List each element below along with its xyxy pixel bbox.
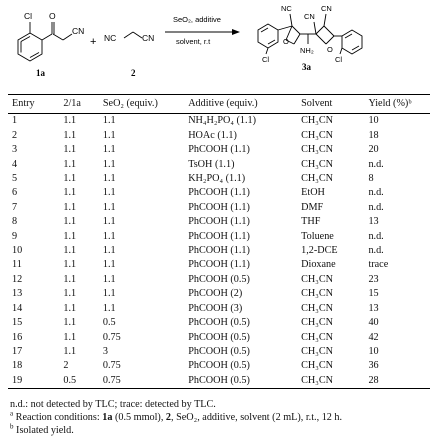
header-additive: Additive (equiv.) — [184, 95, 297, 114]
cell-yield: 10 — [368, 115, 379, 127]
cell-ratio: 0.5 — [59, 374, 99, 389]
cell-entry: 2 — [12, 129, 18, 141]
cell-ratio: 1.1 — [63, 288, 77, 300]
cell-entry: 11 — [12, 259, 22, 271]
table-row — [8, 114, 430, 129]
atom-cl-1a: Cl — [24, 11, 33, 21]
cell-ratio: 1.1 — [63, 302, 77, 314]
table-row — [8, 186, 430, 200]
atom-o-3a-1: O — [283, 37, 289, 46]
cell-entry: 17 — [12, 345, 23, 357]
cell-entry: 3 — [12, 144, 18, 156]
table-row — [8, 273, 430, 287]
cell-yield: n.d. — [368, 230, 384, 242]
cell-solvent: CH₃CN — [301, 288, 333, 300]
cell-additive: PhCOOH (0.5) — [188, 317, 250, 329]
cell-seo2: 1.1 — [102, 158, 116, 170]
header-seo2: SeO₂ (equiv.) — [99, 95, 184, 114]
cell-yield: 10 — [368, 345, 379, 357]
cell-additive: PhCOOH (1.1) — [188, 245, 250, 257]
reaction-scheme — [0, 0, 436, 100]
cell-ratio: 1.1 — [63, 201, 77, 213]
cell-ratio: 1.1 — [63, 273, 77, 285]
cell-solvent: CH₃CN — [301, 331, 333, 343]
optimization-table — [8, 94, 430, 389]
cell-ratio: 1.1 — [63, 331, 77, 343]
cell-solvent: EtOH — [301, 187, 325, 199]
table-row — [8, 129, 430, 143]
table-row — [8, 230, 430, 244]
cell-ratio: 1.1 — [63, 144, 77, 156]
cell-additive: PhCOOH (3) — [188, 302, 243, 314]
cell-yield: 13 — [368, 302, 379, 314]
cell-yield: 42 — [368, 331, 379, 343]
footnote-b — [10, 424, 430, 437]
footnote-a-bold: 1a — [102, 412, 113, 424]
atom-nc-3a: NC — [281, 4, 292, 13]
label-1a: 1a — [36, 68, 45, 78]
cell-seo2: 1.1 — [102, 115, 116, 127]
cell-solvent: CH₃CN — [297, 374, 364, 389]
table-row — [8, 359, 430, 373]
cell-yield: 8 — [368, 173, 374, 185]
cell-solvent: DMF — [301, 201, 324, 213]
cell-yield: n.d. — [368, 245, 384, 257]
cell-seo2: 0.5 — [102, 317, 116, 329]
cell-seo2: 1.1 — [102, 187, 116, 199]
cell-seo2: 1.1 — [102, 288, 116, 300]
cell-entry: 5 — [12, 173, 18, 185]
cell-additive: PhCOOH (1.1) — [188, 230, 250, 242]
table-row — [8, 316, 430, 330]
cell-solvent: CH₃CN — [301, 173, 333, 185]
cell-seo2: 0.75 — [102, 360, 121, 372]
atom-cn-1a: CN — [72, 26, 85, 36]
cell-yield: 28 — [364, 374, 430, 389]
table-row — [8, 244, 430, 258]
cell-additive: KH₂PO₄ (1.1) — [188, 173, 246, 185]
cell-entry: 1 — [12, 115, 18, 127]
cell-ratio: 1.1 — [63, 173, 77, 185]
cell-entry: 4 — [12, 158, 18, 170]
cell-additive: PhCOOH (0.5) — [188, 360, 250, 372]
cell-entry: 8 — [12, 216, 18, 228]
cell-yield: 36 — [368, 360, 379, 372]
cell-solvent: CH₃CN — [301, 345, 333, 357]
table-body — [8, 114, 430, 389]
cell-additive: PhCOOH (0.5) — [188, 345, 250, 357]
cell-yield: 40 — [368, 317, 379, 329]
cell-seo2: 1.1 — [102, 144, 116, 156]
footnote-a-mark: a — [10, 409, 14, 418]
cell-seo2: 3 — [102, 345, 108, 357]
cell-entry: 12 — [12, 273, 23, 285]
table-row — [8, 302, 430, 316]
table-row — [8, 158, 430, 172]
cell-entry: 15 — [12, 317, 23, 329]
footnote-a — [10, 411, 430, 424]
cell-yield: 18 — [368, 129, 379, 141]
cell-solvent: 1,2-DCE — [301, 245, 338, 257]
cell-yield: trace — [368, 259, 389, 271]
cell-solvent: CH₃CN — [301, 129, 333, 141]
cell-additive: PhCOOH (1.1) — [188, 187, 250, 199]
table-row — [8, 258, 430, 272]
footnote-b-mark: b — [10, 423, 14, 432]
label-3a: 3a — [302, 62, 311, 72]
atom-cn-3a-1: CN — [304, 12, 315, 21]
cell-additive: PhCOOH (0.5) — [184, 374, 297, 389]
cell-entry: 19 — [8, 374, 59, 389]
table-footnotes — [10, 398, 430, 438]
cell-solvent: CH₃CN — [301, 273, 333, 285]
cell-entry: 7 — [12, 201, 18, 213]
cell-yield: 20 — [368, 144, 379, 156]
atom-cl-3a-1: Cl — [262, 55, 270, 64]
atom-nc-2: NC — [104, 33, 117, 43]
header-solvent: Solvent — [297, 95, 364, 114]
cell-additive: PhCOOH (1.1) — [188, 259, 250, 271]
cell-solvent: CH₃CN — [301, 317, 333, 329]
cell-entry: 16 — [12, 331, 23, 343]
cell-additive: NH₄H₂PO₄ (1.1) — [188, 115, 257, 127]
cell-seo2: 1.1 — [102, 216, 116, 228]
cell-ratio: 1.1 — [63, 129, 77, 141]
cell-yield: n.d. — [368, 158, 384, 170]
cell-additive: PhCOOH (0.5) — [188, 331, 250, 343]
table-row — [8, 287, 430, 301]
table-row — [8, 345, 430, 359]
plus-sign: + — [90, 36, 97, 48]
cell-additive: HOAc (1.1) — [188, 129, 237, 141]
cell-additive: PhCOOH (1.1) — [188, 201, 250, 213]
cell-seo2: 1.1 — [102, 273, 116, 285]
cell-ratio: 1.1 — [63, 158, 77, 170]
cell-ratio: 1.1 — [63, 345, 77, 357]
cell-ratio: 1.1 — [63, 230, 77, 242]
cell-additive: PhCOOH (1.1) — [188, 144, 250, 156]
cell-seo2: 1.1 — [102, 245, 116, 257]
cell-seo2: 1.1 — [102, 230, 116, 242]
arrow-conditions-top: SeO₂, additive — [173, 15, 221, 24]
label-2: 2 — [131, 68, 136, 78]
cell-solvent: CH₃CN — [301, 144, 333, 156]
atom-o-3a-2: O — [327, 45, 333, 54]
cell-entry: 14 — [12, 302, 23, 314]
header-yield: Yield (%)ᵇ — [364, 95, 430, 114]
atom-nh2-3a: NH₂ — [300, 46, 314, 55]
cell-seo2: 0.75 — [102, 331, 121, 343]
table-row — [8, 201, 430, 215]
cell-seo2: 1.1 — [102, 259, 116, 271]
footnote-a-bold-2: 2 — [165, 412, 172, 424]
footnote-a-text-2: (0.5 mmol), — [112, 412, 166, 424]
cell-additive: TsOH (1.1) — [188, 158, 235, 170]
cell-yield: 23 — [368, 273, 379, 285]
cell-seo2: 1.1 — [102, 129, 116, 141]
cell-yield: n.d. — [368, 187, 384, 199]
cell-entry: 10 — [12, 245, 23, 257]
cell-seo2: 1.1 — [102, 302, 116, 314]
atom-cn-3a-2: CN — [321, 4, 332, 13]
cell-ratio: 1.1 — [63, 216, 77, 228]
reaction-arrow — [165, 29, 240, 35]
cell-ratio: 1.1 — [63, 317, 77, 329]
cell-yield: 15 — [368, 288, 379, 300]
atom-o-1a: O — [49, 11, 56, 21]
reactant-1a — [18, 22, 72, 61]
cell-solvent: CH₃CN — [301, 360, 333, 372]
cell-entry: 13 — [12, 288, 23, 300]
cell-ratio: 1.1 — [63, 259, 77, 271]
table-row — [8, 331, 430, 345]
atom-cn-2: CN — [142, 33, 155, 43]
cell-seo2: 0.75 — [99, 374, 184, 389]
cell-entry: 18 — [12, 360, 23, 372]
table-row — [8, 172, 430, 186]
cell-yield: n.d. — [368, 201, 384, 213]
cell-ratio: 1.1 — [63, 115, 77, 127]
header-entry: Entry — [8, 95, 59, 114]
reactant-2 — [124, 32, 142, 38]
cell-additive: PhCOOH (1.1) — [188, 216, 250, 228]
arrow-conditions-bottom: solvent, r.t — [176, 37, 211, 46]
table-header-row — [8, 95, 430, 114]
cell-additive: PhCOOH (0.5) — [188, 273, 250, 285]
cell-ratio: 2 — [63, 360, 69, 372]
cell-solvent: CH₃CN — [301, 158, 333, 170]
footnote-a-text-1: Reaction conditions: — [13, 412, 103, 424]
table-row — [8, 215, 430, 229]
header-ratio: 2/1a — [59, 95, 99, 114]
cell-additive: PhCOOH (2) — [188, 288, 243, 300]
cell-ratio: 1.1 — [63, 245, 77, 257]
table-row — [8, 143, 430, 157]
cell-yield: 13 — [368, 216, 379, 228]
footnote-nd: n.d.: not detected by TLC; trace: detected by TLC. — [10, 399, 216, 410]
cell-seo2: 1.1 — [102, 173, 116, 185]
table-row — [8, 374, 430, 389]
cell-entry: 6 — [12, 187, 18, 199]
cell-solvent: Dioxane — [301, 259, 336, 271]
cell-seo2: 1.1 — [102, 201, 116, 213]
footnote-b-text: Isolated yield. — [13, 425, 74, 437]
atom-cl-3a-2: Cl — [335, 55, 343, 64]
cell-solvent: Toluene — [301, 230, 334, 242]
cell-solvent: CH₃CN — [301, 302, 333, 314]
cell-ratio: 1.1 — [63, 187, 77, 199]
footnote-a-text-3: , SeO₂, additive, solvent (2 mL), r.t., 12 h. — [171, 412, 343, 424]
cell-solvent: CH₃CN — [301, 115, 333, 127]
cell-solvent: THF — [301, 216, 321, 228]
cell-entry: 9 — [12, 230, 18, 242]
